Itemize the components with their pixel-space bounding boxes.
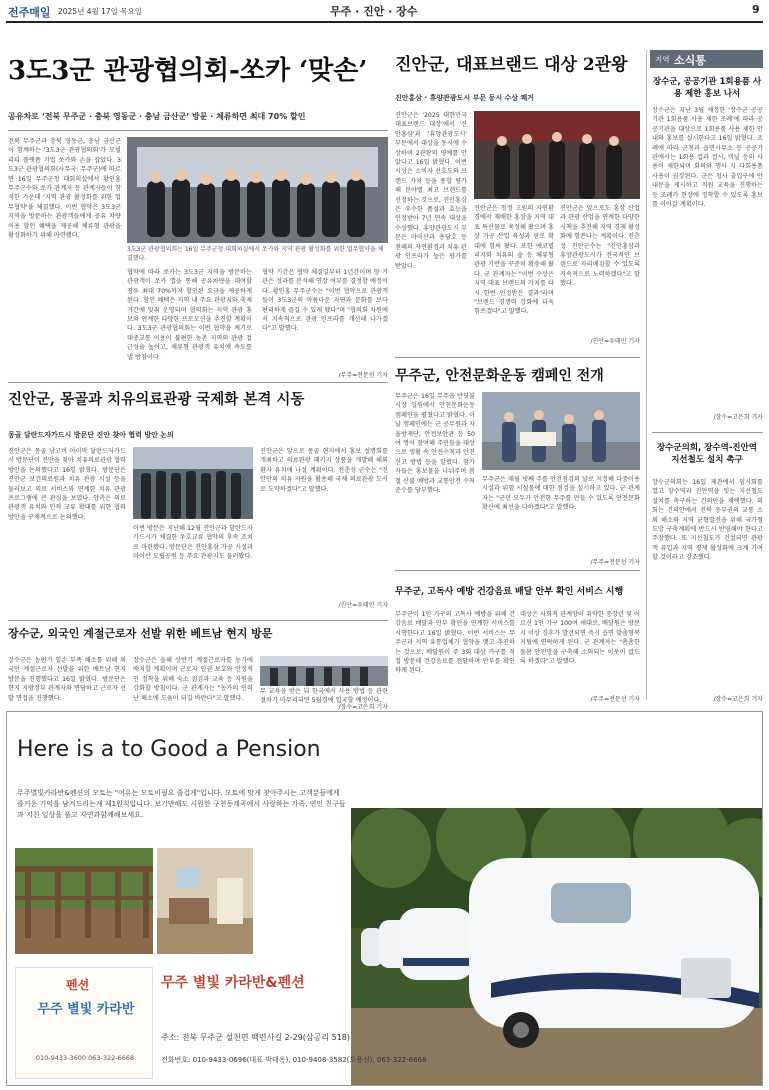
vietnam-byline: /장수=고은희 기자 [338,704,388,711]
lead-photo-caption: 3도3군 관광협의회는 16일 무주군청 대회의실에서 쏘카와 지역 관광 활성화를 위한 업무협약을 체결했다. [127,246,384,262]
brand-logo: 전주매일 [8,6,51,19]
ad-frame [6,711,763,1086]
lead-rule [8,130,388,131]
sidebar-column-divider [646,50,647,700]
vietnam-col-2: 장수군은 올해 상반기 계절근로자를 농가에 배치할 계획이며 근로자 인권 보호와 안정적인 정착을 위해 숙소 점검과 교육 등 지원을 강화할 방침이다. 군 관계자는 "농가의 인력난 해소에 도움이 되길 바란다"고 말했다. [133,657,253,702]
room-photo-illustration [157,848,253,954]
brand-award-photo [474,111,640,199]
vietnam-photo [260,656,388,686]
safety-photo [482,392,640,470]
lead-col-3: 협약 기간은 협약 체결일부터 1년간이며 양 기관은 성과를 분석해 연장 여부를 결정할 예정이다. 황인홍 무주군수는 "이번 협약으로 관광객들이 3도3군의 아름다운 자연과 문화를 보다 편리하게 즐길 수 있게 됐다"며 "협의회 차원에서 지속적으로 관광 인프라를 개선해 나가겠다"고 말했다. [262,269,388,333]
issue-date: 2025년 4월 17일 목요일 [58,7,143,16]
vietnam-photo-illustration [260,656,388,686]
meeting-photo-illustration [127,137,388,243]
mongol-col-2: 이번 방문은 지난해 12월 진안군과 달란드자가드시가 체결한 우호교류 협약의 후속 조치로 마련됐다. 방문단은 진안홍삼 가공 시설과 마이산 도립공원 등 주요 관광지도 둘러봤다. [133,525,253,561]
award-photo-illustration [474,111,640,199]
sidebar-news-2-title: 장수군의회, 장수역-진안역 지선철도 설치 촉구 [656,443,758,465]
ad-deck-photo [15,848,153,954]
ad-room-photo [157,848,253,954]
mongol-subtitle: 몽골 달란드자가드시 방문단 진안 찾아 협력 방안 논의 [8,431,174,439]
lead-photo [127,137,388,243]
sidebar-news-1-body: 장수군은 지난 3월 제정한 '장수군 공공기관 1회용품 사용 제한 조례'에 따라 공공기관을 대상으로 1회용품 사용 제한 안내와 홍보를 실시한다고 16일 밝혔다. 조례에 따라 군청과 읍면사무소 등 공공기관에서는 1회용 컵과 접시, 비닐 등의 사용이 제한되며 회의와 행사 시 다회용품 사용이 권장된다. 군은 청사 출입구에 안내문을 게시하고 직원 교육을 진행하는 등 조례가 현장에 정착할 수 있도록 홍보를 이어갈 계획이다. [652,107,763,209]
mongol-byline: /진안=우태민 기자 [338,602,388,609]
ad-business-name: 무주 별빛 카라반&펜션 [161,975,305,991]
sidebar-tag-label: 지역 [655,55,670,64]
mongol-headline: 진안군, 몽골과 치유의료관광 국제화 본격 시동 [8,391,305,408]
brand-award-subtitle: 진안홍삼 · 휴양관광도시 부문 동시 수상 쾌거 [395,94,534,102]
lead-col-2: 협약에 따라 쏘카는 3도3군 지역을 방문하는 관광객이 쏘카 앱을 통해 공유차량을 대여할 경우 최대 70%까지 할인된 요금을 제공하게 된다. 할인 혜택은 지역 내 주요 관광지와 축제 기간에 맞춰 운영되며 협의회는 지역 관광 홍보와 연계한 다양한 프로모션을 추진할 계획이다. 3도3군 관광협의회는 이번 협약을 계기로 대중교통 이용이 불편한 농촌 지역의 관광 접근성을 높이고, 체류형 관광객 유치에 속도를 낼 방침이다. [127,269,252,361]
sidebar-tag [650,50,763,68]
lead-byline: /무주=전문선 기자 [338,372,388,379]
campaign-photo-illustration [482,392,640,470]
sidebar-news-1-byline: /장수=고은희 기자 [713,414,763,421]
mongol-rule [8,382,388,383]
brand-award-byline: /진안=우태민 기자 [590,338,640,345]
visit-photo-illustration [133,447,253,519]
vietnam-col-3: 무 교육을 받은 뒤 한국에서 사용 방법 등 관련 절차가 마무리되면 5월경에 입국할 예정이다. [260,688,388,705]
health-col-1: 무주군이 1인 가구의 고독사 예방을 위해 건강음료 배달과 안부 확인을 연계한 서비스를 시행한다고 16일 밝혔다. 이번 서비스는 무주군과 지역 유통업체가 협약을 맺고 추진하는 것으로, 배달원이 주 3회 대상 가구를 직접 방문해 건강음료를 전달하며 안부를 확인하게 된다. [395,611,515,675]
health-col-2: 대상은 사회적 관계망이 취약한 중장년 및 어르신 1인 가구 100여 세대로, 배달원은 방문 시 이상 징후가 발견되면 즉시 읍면 맞춤형복지팀에 연락하게 된다. 군 관계자는 "촘촘한 돌봄 안전망을 구축해 소외되는 이웃이 없도록 하겠다"고 말했다. [520,611,640,666]
health-headline: 무주군, 고독사 예방 건강음료 배달 안부 확인 서비스 시행 [395,587,624,597]
ad-logo-main: 무주 별빛 카라반 [37,1002,135,1017]
lead-headline [8,50,388,90]
mongol-photo [133,447,253,519]
vietnam-rule [8,620,388,621]
mongol-col-1: 진안군은 몽골 남고비 아이막 달란드자가드시 방문단이 진안을 찾아 치유의료관광 협력 방안을 논의했다고 16일 밝혔다. 방문단은 진안군 보건의료원과 치유 관광 시설 등을 둘러보고 의료 서비스와 연계한 치유 관광 프로그램에 큰 관심을 보였다. 양측은 의료관광객 유치와 인적 교류 확대를 위한 협력 방안을 구체적으로 논의했다. [8,448,126,521]
ad-logo-top: 펜션 [66,978,90,992]
deck-photo-illustration [15,848,153,954]
ad-caravan-photo [351,808,763,1086]
lead-headline-text: 3도3군 관광협의회-쏘카 [8,56,300,86]
safety-col-1: 무주군은 16일 무주읍 반딧불시장 일원에서 안전문화운동 캠페인을 펼쳤다고 밝혔다. 이날 캠페인에는 군 공무원과 자율방재단, 안전보안관 등 50여 명이 참여해 주민들을 대상으로 생활 속 안전수칙과 안전신고 방법 등을 알렸다. 참가자들은 홍보물을 나눠주며 봄철 산불 예방과 교통안전 수칙 준수를 당부했다. [395,393,475,495]
sidebar-divider [652,432,763,433]
ad-headline: Here is a to Good a Pension [17,737,321,762]
sidebar-tag-title: 소식통 [674,54,706,67]
safety-headline: 무주군, 안전문화운동 캠페인 전개 [395,368,604,384]
vietnam-col-1: 장수군은 농번기 일손 부족 해소를 위해 외국인 계절근로자 선발을 위한 베트남 현지 방문을 진행했다고 16일 밝혔다. 방문단은 현지 지방정부 관계자와 면담하고 근로자 선발 면접을 진행했다. [8,657,126,702]
health-rule [395,570,640,571]
brand-award-col-3: 진안군은 앞으로도 홍삼 산업과 관광 산업을 연계한 다양한 시책을 추진해 지역 경제 활성화에 힘쓴다는 계획이다. 전춘성 진안군수는 "진안홍삼과 휴양관광도시가 전국적인 브랜드로 자리매김할 수 있도록 지속적으로 노력하겠다"고 말했다. [560,205,640,288]
ad-address: 주소: 전북 무주군 설천면 백련사길 2-29(삼공리 518) [161,1033,350,1042]
brand-award-col-2: 진안군은 청정 고원의 자연환경에서 재배한 홍삼을 지역 대표 특산물로 육성해 왔으며 홍삼 가공 산업 육성과 판로 확대에 힘써 왔다. 또한 에코빌리지와 치유의 숲 등 체류형 관광 기반을 꾸준히 확충해 왔다. 군 관계자는 "이번 수상은 지역 대표 브랜드의 가치를 다시 한번 인정받은 결과"라며 "브랜드 경쟁력 강화에 더욱 힘쓰겠다"고 말했다. [474,205,554,316]
caravan-photo-illustration [351,808,763,1086]
brand-award-headline: 진안군, 대표브랜드 대상 2관왕 [395,55,628,75]
lead-subtitle: 공유차로 ‘전북 무주군 · 충북 영동군 · 충남 금산군’ 방문 · 체류하면 최대 70% 할인 [8,112,306,121]
sidebar-news-2-body: 장수군의회는 16일 제관에서 임시회를 열고 장수역과 진안역을 잇는 지선철도 설치를 촉구하는 건의안을 채택했다. 의회는 건의안에서 전북 동부권의 교통 소외 해소와 지역 균형발전을 위해 국가철도망 구축계획에 반드시 반영해야 한다고 주장했다. 또 지선철도가 건설되면 관광객 유입과 지역 경제 활성화에 크게 기여할 것이라고 강조했다. [652,479,763,562]
health-byline: /무주=전문선 기자 [590,696,640,703]
ad-logo-phone: 010-9433-3600 063-322-6668 [35,1054,135,1062]
lead-col-1: 전북 무주군과 충북 영동군, 충남 금산군이 함께하는 '3도3군 관광협의회'가 모빌리티 플랫폼 기업 쏘카와 손을 잡았다. 3도3군 관광협의회(사무국: 무주군)에 따르면 16일 무주군청 대회의실에서 황인홍 무주군수와 쏘카 관계자 등 관계자들이 참석한 가운데 '지역 관광 활성화를 위한 업무협약'을 체결했다. 이번 협약은 3도3군 지역을 방문하는 관광객들에게 공유 차량 이용 할인 혜택을 제공해 체류형 관광을 활성화하기 위해 마련됐다. [8,138,121,240]
lead-headline-quote: ‘맞손’ [299,56,368,86]
page-number: 9 [752,3,760,16]
mongol-col-3: 진안군은 앞으로 몽골 현지에서 홍보 설명회를 개최하고 의료관광 패키지 상품을 개발해 해외 환자 유치에 나설 계획이다. 전춘성 군수는 "진안만의 치유 자원을 활용해 국제 의료관광 도시로 도약하겠다"고 말했다. [260,448,388,493]
sidebar-news-1-title: 장수군, 공공기관 1회용품 사용 제한 홍보 나서 [652,77,762,99]
safety-byline: /무주=전문선 기자 [590,559,640,566]
vietnam-headline: 장수군, 외국인 계절근로자 선발 위한 베트남 현지 방문 [8,627,273,640]
ad-logo [15,967,153,1079]
section-name: 무주 · 진안 · 장수 [330,5,418,18]
ad-phone: 전화번호: 010-9433-0696(대표 박태옥), 010-9408-3582(오용선), 063-322-6668 [161,1056,427,1064]
page-header [0,0,769,22]
brand-award-col-1: 진안군은 '2025 대한민국 대표브랜드 대상'에서 '진안홍삼'과 '휴양관광도시' 부문에서 대상을 동시에 수상하며 2관왕의 영예를 안았다고 16일 밝혔다. 이번 시상은 소비자 선호도와 브랜드 가치 등을 종합 평가해 분야별 최고 브랜드를 선정하는 것으로, 진안홍삼은 우수한 품질과 효능을 인정받아 7년 연속 대상을 수상했다. 휴양관광도시 부문은 마이산과 용담호 등 천혜의 자연환경과 치유 관광 인프라가 높은 평가를 받았다. [395,112,467,270]
header-rule [6,21,763,23]
safety-col-2: 무주군은 매월 넷째 주를 안전점검의 날로 지정해 다중이용시설과 위험 시설물에 대한 점검을 실시하고 있다. 군 관계자는 "군민 모두가 안전한 무주를 만들 수 있도록 안전문화 확산에 최선을 다하겠다"고 말했다. [482,476,640,512]
safety-rule [395,357,640,358]
sidebar-news-2-byline: /장수=고은희 기자 [713,696,763,703]
ad-intro: 무주별빛카라반&펜션의 모토는 "여유는 모토이필요 즐겁게"입니다. 모토에 맞게 찾아주시는 고객분들에게 즐거운 기억을 남겨드리는게 제1원칙입니다. 보기만해도 시원한 구천동계곡에서 사랑하는 가족, 연인 친구들과 지친 일상을 풀고 자연과함께해보세요. [17,789,346,819]
